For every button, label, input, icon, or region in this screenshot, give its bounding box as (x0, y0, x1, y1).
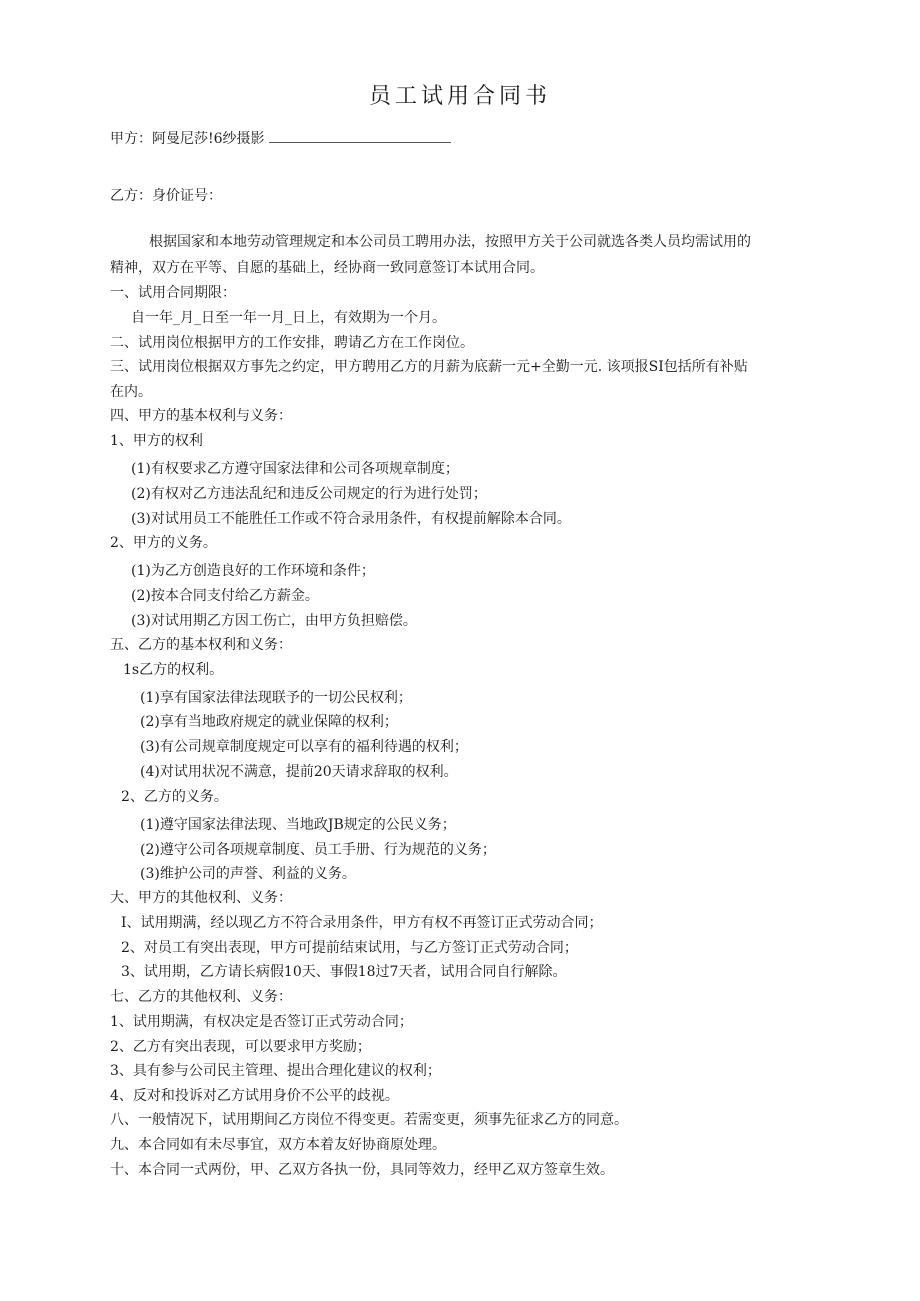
party-a-right-2: (2)有权对乙方违法乱纪和违反公司规定的行为进行处罚； (131, 486, 487, 502)
section-4-heading: 四、甲方的基本权利与义务： (110, 408, 292, 424)
section-7-item-3: 3、具有参与公司民主管理、提出合理化建议的权利； (110, 1063, 441, 1079)
section-7-item-4: 4、反对和投诉对乙方试用身价不公平的歧视。 (110, 1088, 399, 1104)
section-6-item-3: 3、试用期，乙方请长病假10天、事假18过7天者，试用合同自行解除。 (121, 964, 567, 980)
party-a-label: 甲方： (110, 131, 152, 147)
party-a-name: 阿曼尼莎!6纱摄影 (152, 131, 265, 147)
party-a-underline (269, 128, 451, 143)
section-1-text: 自一年_月_日至一年一月_日上，有效期为一个月。 (131, 310, 446, 326)
party-b-duty-3: (3)维护公司的声誉、利益的义务。 (140, 866, 356, 882)
party-a-right-3: (3)对试用员工不能胜任工作或不符合录用条件，有权提前解除本合同。 (131, 511, 571, 527)
party-b-rights-heading: 1s乙方的权利。 (123, 662, 224, 678)
intro-line-2: 精神，双方在平等、自愿的基础上，经协商一致同意签订本试用合同。 (110, 260, 544, 276)
section-5-heading: 五、乙方的基本权利和义务： (110, 637, 292, 653)
section-2-text: 二、试用岗位根据甲方的工作安排，聘请乙方在工作岗位。 (110, 335, 474, 351)
party-a-duty-1: (1)为乙方创造良好的工作环境和条件； (131, 563, 375, 579)
party-a-duties-heading: 2、甲方的义务。 (110, 535, 217, 551)
section-1-heading: 一、试用合同期限： (110, 285, 236, 301)
section-6-heading: 大、甲方的其他权利、义务： (110, 890, 292, 906)
party-b-line: 乙方：身价证号： (110, 188, 222, 204)
party-a-duty-3: (3)对试用期乙方因工伤亡，由甲方负担赔偿。 (131, 613, 417, 629)
party-a-right-1: (1)有权要求乙方遵守国家法律和公司各项规章制度； (131, 461, 459, 477)
party-b-right-2: (2)享有当地政府规定的就业保障的权利； (140, 714, 398, 730)
party-b-duties-heading: 2、乙方的义务。 (121, 789, 228, 805)
party-b-duty-2: (2)遵守公司各项规章制度、员工手册、行为规范的义务； (140, 842, 496, 858)
section-8-text: 八、一般情况下，试用期间乙方岗位不得变更。若需变更，须事先征求乙方的同意。 (110, 1112, 628, 1128)
party-b-duty-1: (1)遵守国家法律法现、当地政JB规定的公民义务； (140, 817, 456, 833)
section-3-text-cont: 在内。 (110, 384, 152, 400)
section-7-item-2: 2、乙方有突出表现，可以要求甲方奖励； (110, 1039, 371, 1055)
party-b-right-4: (4)对试用状况不满意，提前20天请求辞取的权利。 (140, 764, 458, 780)
party-a-duty-2: (2)按本合同支付给乙方薪金。 (131, 588, 319, 604)
section-6-item-2: 2、对员工有突出表现，甲方可提前结束试用，与乙方签订正式劳动合同； (121, 940, 578, 956)
section-7-heading: 七、乙方的其他权利、义务： (110, 989, 292, 1005)
section-7-item-1: 1、试用期满，有权决定是否签订正式劳动合同； (110, 1014, 413, 1030)
section-9-text: 九、本合同如有未尽事宜，双方本着友好协商原处理。 (110, 1137, 446, 1153)
intro-line-1: 根据国家和本地劳动管理规定和本公司员工聘用办法，按照甲方关于公司就选各类人员均需试用的 (149, 234, 751, 250)
party-a-rights-heading: 1、甲方的权利 (110, 433, 203, 449)
section-3-text: 三、试用岗位根据双方事先之约定，甲方聘用乙方的月薪为底薪一元+全勤一元. 该项报SI包括所有补贴 (110, 359, 748, 375)
document-title: 员工试用合同书 (368, 84, 551, 109)
section-10-text: 十、本合同一式两份，甲、乙双方各执一份，具同等效力，经甲乙双方签章生效。 (110, 1162, 614, 1178)
party-b-right-1: (1)享有国家法律法现联予的一切公民权利； (140, 690, 412, 706)
party-a-line (110, 128, 451, 149)
party-b-right-3: (3)有公司规章制度规定可以享有的福利待遇的权利； (140, 739, 468, 755)
section-6-item-1: I、试用期满，经以现乙方不符合录用条件，甲方有权不再签订正式劳动合同； (121, 915, 603, 931)
